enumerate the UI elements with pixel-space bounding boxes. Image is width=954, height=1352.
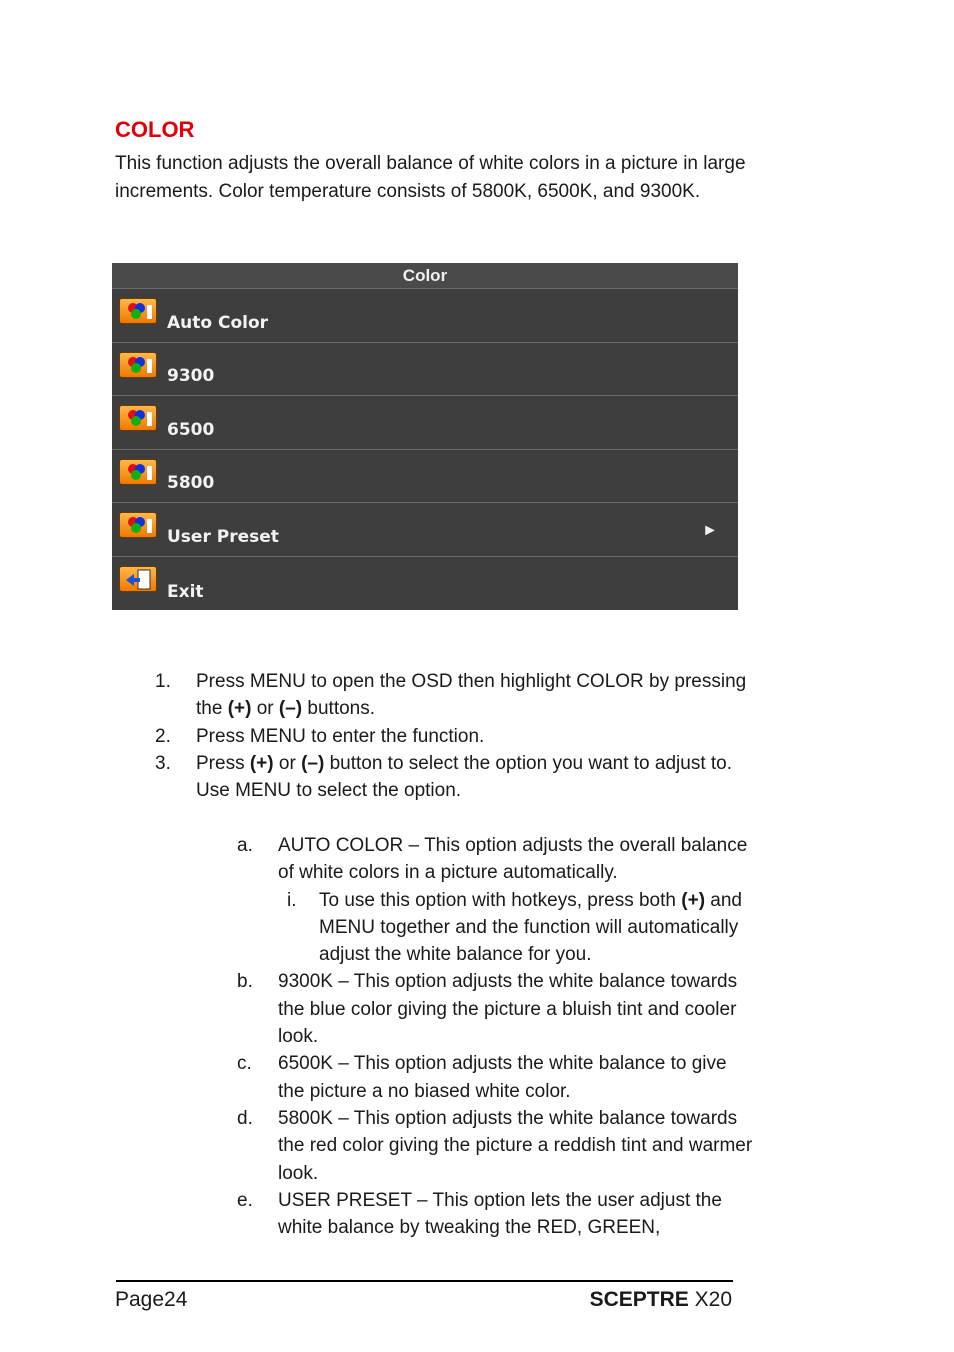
step-item — [155, 668, 755, 723]
color-adjust-icon — [119, 459, 157, 485]
option-item — [237, 1187, 757, 1242]
footer-brand: SCEPTRE X20 — [589, 1288, 732, 1311]
osd-item-label: User Preset — [167, 526, 279, 547]
step-item — [155, 723, 755, 750]
option-text: 5800K – This option adjusts the white balance towards the red color giving the picture a reddish tint and warmer look. — [278, 1107, 753, 1184]
osd-item-label: 5800 — [167, 473, 215, 494]
option-letter: d. — [237, 1107, 253, 1129]
osd-item-label: 9300 — [167, 366, 215, 387]
osd-item-5800[interactable] — [112, 450, 738, 504]
option-letter: e. — [237, 1189, 253, 1211]
step-number: 3. — [155, 752, 171, 774]
page-number: Page24 — [115, 1288, 188, 1311]
exit-door-icon — [119, 566, 157, 592]
option-subitem — [237, 887, 757, 969]
option-item — [237, 1050, 757, 1105]
step-number: 2. — [155, 725, 171, 747]
footer-divider — [116, 1280, 733, 1282]
color-adjust-icon — [119, 512, 157, 538]
step-item — [155, 750, 755, 805]
submenu-arrow-icon: ► — [702, 522, 718, 540]
osd-item-auto-color[interactable] — [112, 289, 738, 343]
osd-item-label: 6500 — [167, 419, 215, 440]
step-text: Press MENU to open the OSD then highlight COLOR by pressing the (+) or (–) buttons. — [196, 671, 747, 720]
color-adjust-icon — [119, 405, 157, 431]
option-letter: c. — [237, 1053, 252, 1075]
color-adjust-icon — [119, 298, 157, 324]
step-text: Press (+) or (–) button to select the option you want to adjust to. Use MENU to select the option. — [196, 752, 733, 802]
osd-item-9300[interactable] — [112, 343, 738, 397]
step-number: 1. — [155, 671, 171, 692]
osd-title: Color — [112, 263, 738, 289]
section-heading: COLOR — [115, 117, 195, 142]
color-adjust-icon — [119, 352, 157, 378]
option-subitem-number: i. — [287, 889, 297, 911]
osd-item-label: Auto Color — [167, 312, 269, 333]
osd-item-user-preset[interactable] — [112, 503, 738, 557]
step-text: Press MENU to enter the function. — [196, 725, 485, 747]
option-text: 9300K – This option adjusts the white balance towards the blue color giving the picture a bluish tint and cooler look. — [278, 971, 738, 1048]
steps-list — [155, 668, 755, 804]
option-text: AUTO COLOR – This option adjusts the overall balance of white colors in a picture automatically. — [278, 835, 748, 884]
intro-paragraph: This function adjusts the overall balance of white colors in a picture in large increments. Color temperature consists of 5800K, 6500K, and 9300K. — [115, 153, 746, 202]
osd-item-6500[interactable] — [112, 396, 738, 450]
osd-item-exit[interactable] — [112, 557, 738, 611]
option-text: USER PRESET – This option lets the user adjust the white balance by tweaking the RED, GREEN, — [278, 1189, 722, 1239]
option-item — [237, 832, 757, 887]
osd-color-menu — [112, 263, 738, 610]
option-item — [237, 1105, 757, 1187]
option-item — [237, 968, 757, 1050]
option-text: 6500K – This option adjusts the white balance to give the picture a no biased white color. — [278, 1053, 727, 1102]
osd-item-label: Exit — [167, 581, 204, 602]
options-list — [237, 832, 757, 1241]
option-letter: b. — [237, 971, 253, 993]
option-letter: a. — [237, 835, 253, 856]
option-subitem-text: To use this option with hotkeys, press both (+) and MENU together and the function will automatically adjust the white balance for you. — [319, 889, 742, 966]
